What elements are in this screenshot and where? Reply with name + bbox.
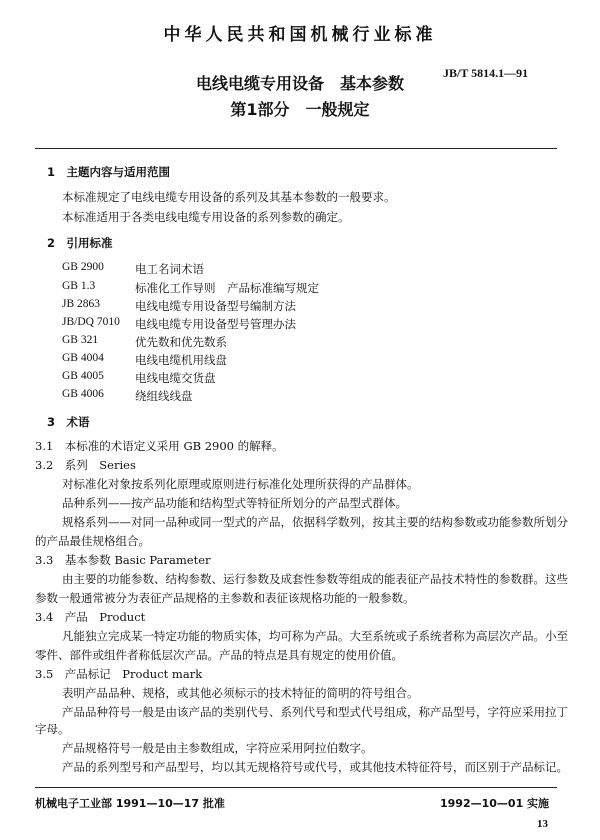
ref-name: 电工名词术语 — [135, 262, 204, 276]
ref-name: 电线电缆交货盘 — [135, 371, 216, 385]
ref-name: 标准化工作导则 产品标准编写规定 — [135, 281, 319, 295]
footer-divider — [35, 787, 557, 788]
ref-code: GB 4005 — [62, 370, 104, 382]
ref-name: 电线电缆专用设备型号编制方法 — [135, 299, 296, 313]
clause-3-1: 3.1 本标准的术语定义采用 GB 2900 的解释。 — [35, 439, 284, 453]
clause-3-4-heading: 3.4 产品 Product — [35, 610, 146, 624]
clause-3-5-paragraph: 字母。 — [35, 722, 70, 736]
ref-code: GB 1.3 — [62, 280, 96, 292]
section-1-paragraph: 本标准规定了电线电缆专用设备的系列及其基本参数的一般要求。 — [62, 190, 396, 204]
section-1-paragraph: 本标准适用于各类电线电缆专用设备的系列参数的确定。 — [62, 210, 350, 224]
clause-3-2-paragraph: 规格系列——对同一品种或同一型式的产品，依据科学数列，按其主要的结构参数或功能参数所划分 — [62, 515, 568, 529]
clause-3-2-paragraph: 对标准化对象按系列化原理或原则进行标准化处理所获得的产品群体。 — [62, 477, 419, 491]
ref-code: GB 4004 — [62, 352, 104, 364]
ref-code: JB 2863 — [62, 298, 101, 310]
clause-3-5-paragraph: 表明产品品种、规格，或其他必须标示的技术特征的简明的符号组合。 — [62, 686, 419, 700]
document-number: JB/T 5814.1—91 — [443, 66, 529, 80]
section-2-heading: 2 引用标准 — [47, 236, 113, 250]
ref-name: 电线电缆机用线盘 — [135, 353, 227, 367]
ref-name: 优先数和优先数系 — [135, 335, 227, 349]
clause-3-3-heading: 3.3 基本参数 Basic Parameter — [35, 553, 211, 567]
clause-3-5-paragraph: 产品品种符号一般是由该产品的类别代号、系列代号和型式代号组成，称产品型号，字符应采用拉丁 — [62, 705, 568, 719]
clause-3-3-paragraph: 参数一般通常被分为表征产品规格的主参数和表征该规格功能的一般参数。 — [35, 591, 415, 605]
clause-3-5-paragraph: 产品规格符号一般是由主参数组成，字符应采用阿拉伯数字。 — [62, 741, 373, 755]
standard-category-heading: 中华人民共和国机械行业标准 — [163, 25, 437, 45]
page-number: 13 — [537, 818, 548, 830]
document-subtitle: 第1部分 一般规定 — [230, 100, 370, 119]
clause-3-4-paragraph: 零件、部件或组件者称低层次产品。产品的特点是具有规定的使用价值。 — [35, 648, 403, 662]
ref-name: 绕组线线盘 — [135, 389, 193, 403]
clause-3-5-paragraph: 产品的系列型号和产品型号，均以其无规格符号或代号，或其他技术特征符号，而区别于产品标记。 — [62, 760, 568, 774]
clause-3-2-paragraph: 品种系列——按产品功能和结构型式等特征所划分的产品型式群体。 — [62, 496, 407, 510]
clause-3-2-heading: 3.2 系列 Series — [35, 458, 136, 472]
ref-code: GB 4006 — [62, 388, 104, 400]
clause-3-4-paragraph: 凡能独立完成某一特定功能的物质实体，均可称为产品。大至系统或子系统者称为高层次产品。小至 — [62, 629, 568, 643]
ref-code: GB 321 — [62, 334, 99, 346]
ref-code: GB 2900 — [62, 261, 104, 273]
clause-3-5-heading: 3.5 产品标记 Product mark — [35, 667, 203, 681]
ref-name: 电线电缆专用设备型号管理办法 — [135, 317, 296, 331]
ref-code: JB/DQ 7010 — [62, 316, 120, 328]
header-divider — [35, 148, 557, 149]
effective-date: 1992—10—01 实施 — [440, 797, 550, 810]
clause-3-2-paragraph: 的产品最佳规格组合。 — [35, 534, 150, 548]
clause-3-3-paragraph: 由主要的功能参数、结构参数、运行参数及成套性参数等组成的能表征产品技术特性的参数群。这些 — [62, 572, 568, 586]
approval-date: 机械电子工业部 1991—10—17 批准 — [35, 797, 225, 810]
section-1-heading: 1 主题内容与适用范围 — [47, 165, 171, 179]
section-3-heading: 3 术语 — [47, 415, 90, 429]
document-title: 电线电缆专用设备 基本参数 — [195, 74, 404, 93]
